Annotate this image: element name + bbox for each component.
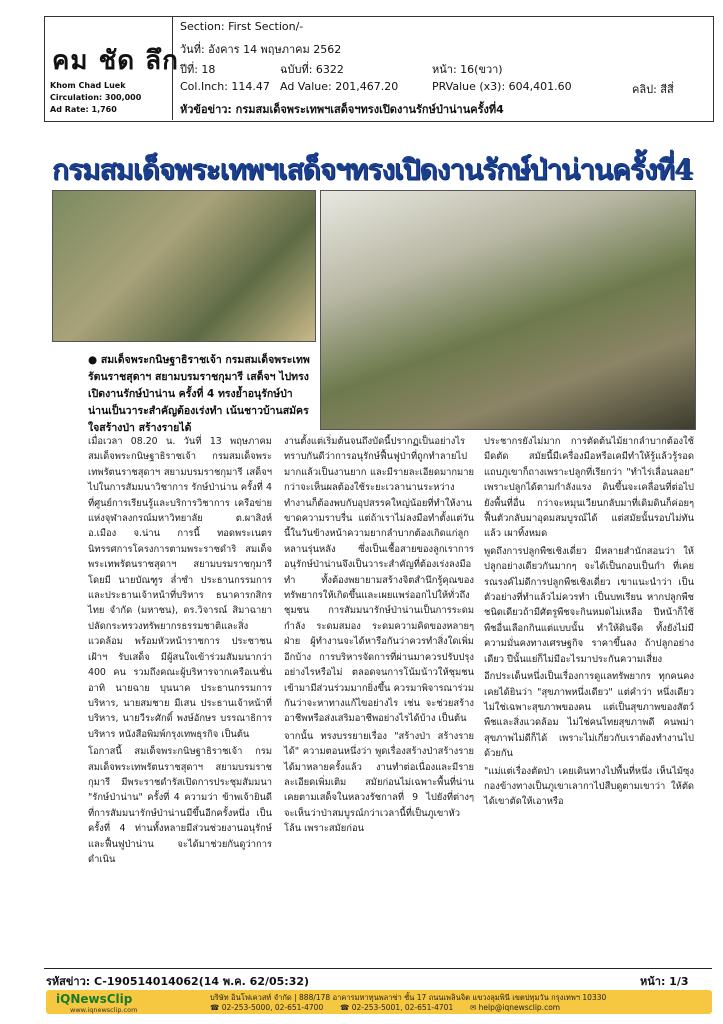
iqnewsclip-url: www.iqnewsclip.com — [70, 1006, 138, 1014]
col2-paragraph: งานตั้งแต่เริ่มต้นจนถึงบัดนี้ปรากฏเป็นอย่างไร ทราบกันดีว่าการอนุรักษ์ฟื้นฟูป่าที่ถูกทำลายไปมากแล้วเป็นงานยาก และมีรายละเอียดมากมาย กว่าจะเห็นผลต้องใช้ระยะเวลานานระหว่างทำงานก็ต้องพบกับอุปสรรคใหญ่น้อยที่ทำให้งานขาดความราบรื่น แต่ถ้าเราไม่ลงมือทำตั้งแต่วันนี้ในวันข้างหน้าความยากลำบากต้องเกิดแก่ลูกหลานรุ่นหลัง ซึ่งเป็นเชื้อสายของลูกเราการอนุรักษ์ป่าน่านจึงเป็นวาระสำคัญที่ต้องเร่งลงมือทำ ทั้งต้องพยายามสร้างจิตสำนึกรู้คุณของทรัพยากรให้เกิดขึ้นและเผยแพร่ออกไปให้ทั่วถึงชุมชน การสัมมนารักษ์ป่าน่านเป็นการระดมกำลัง ระดมสมอง ระดมความคิดของหลายๆ ฝ่าย ผู้ทำงานจะได้หารือกันว่าควรทำสิ่งใดเพิ่มอีกบ้าง การบริหารจัดการที่ผ่านมาควรปรับปรุงอย่างไรหรือไม่ ตลอดจนการโน้มน้าวให้ชุมชนเข้ามามีส่วนร่วมมากยิ่งขึ้น ควรมาพิจารณาร่วมกันว่าจะหาทางแก้ไขอย่างไร เช่น จะช่วยสร้างอาชีพหรือส่งเสริมอาชีพอย่างไรได้บ้าง เป็นต้น — [284, 436, 474, 725]
publisher-name: Khom Chad Luek — [50, 81, 126, 90]
footer-divider — [44, 968, 712, 969]
ad-value: Ad Value: 201,467.20 — [280, 80, 399, 93]
company-address: บริษัท อินโฟเควสท์ จำกัด | 888/178 อาคารมหาทุนพลาซ่า ชั้น 17 ถนนเพลินจิต แขวงลุมพินี เขตปทุมวัน กรุงเทพฯ 10330 — [210, 993, 607, 1002]
col2-paragraph: จากนั้น ทรงบรรยายเรื่อง "สร้างป่า สร้างรายได้" ความตอนหนึ่งว่า พูดเรื่องสร้างป่าสร้างรายได้มาหลายครั้งแล้ว งานทำต่อเนื่องและมีรายละเอียดเพิ่มเติม สมัยก่อนไม่เฉพาะพื้นที่น่าน เคยตามเสด็จในหลวงรัชกาลที่ 9 ไปยังที่ต่างๆ จะเห็นว่าป่าสมบูรณ์กว่าเวลานี้ที่เป็นภูเขาหัวโล้น เพราะสมัยก่อน — [284, 730, 474, 835]
col3-paragraph: พูดถึงการปลูกพืชเชิงเดี่ยว มีหลายสำนักสอนว่า ให้ปลูกอย่างเดียวกันมากๆ จะได้เป็นกอบเป็นกำ ที่เคยรณรงค์ไม่ดีการปลูกพืชเชิงเดี่ยว เขาแนะนำว่า เป็นตัวอย่างที่ทำแล้วไม่ควรทำ เป็นบทเรียน หากปลูกพืชชนิดเดียวถ้ามีศัตรูพืชจะกินหมดไม่เหลือ ปีหน้าก็ใช้พืชอื่นเลือกกินแต่แบบนั้น ทำให้ดินจืด ทั้งยังไม่มีความมั่นคงทางเศรษฐกิจ ราคาขึ้นลง ถ้าปลูกอย่างเดียว ปีนั้นแย่ก็ไม่มีอะไรมาประกันความเสี่ยง — [484, 545, 694, 665]
page-label: หน้า: 16(ขวา) — [432, 63, 503, 76]
col3-paragraph: "แม่แต่เรื่องตัดป่า เคยเดินทางไปพื้นที่หนึ่ง เห็นไม้ซุงกองข้างทางเป็นภูเขาเลากาไปสืบดูตามเขาว่า ให้ตัดได้เขาตัดให้เอาหรือ — [484, 765, 694, 808]
news-id: รหัสข่าว: C-190514014062(14 พ.ค. 62/05:32) — [46, 975, 310, 988]
company-phone: ☎ 02-253-5000, 02-651-4700 — [210, 1003, 324, 1012]
article-column-2 — [284, 434, 474, 839]
col3-paragraph: อีกประเด็นหนึ่งเป็นเรื่องการดูแลทรัพยากร ทุกคนคงเคยได้ยินว่า "สุขภาพหนึ่งเดียว" แต่คำว่า หนึ่งเดียวไม่ใช่เฉพาะสุขภาพของคน แต่เป็นสุขภาพของสัตว์ พืชและสิ่งแวดล้อม ไม่ใช่คนไทยสุขภาพดี คนพม่าสุขภาพไม่ดีก็ได้ เพราะไม่เกี่ยวกับเราต้องทำงานไปด้วยกัน — [484, 671, 694, 760]
col-inch: Col.Inch: 114.47 — [180, 80, 270, 93]
clip-label: คลิป: สีสี่ — [632, 83, 674, 96]
col1-paragraph: โอกาสนี้ สมเด็จพระกนิษฐาธิราชเจ้า กรมสมเด็จพระเทพรัตนราชสุดาฯ สยามบรมราชกุมารี มีพระราชดำรัสเปิดการประชุมสัมมนา "รักษ์ป่าน่าน" ครั้งที่ 4 ความว่า ข้าพเจ้ายินดีที่การสัมมนารักษ์ป่าน่านมีขึ้นอีกครั้งหนึ่ง เป็นครั้งที่ 4 ท่านทั้งหลายมีส่วนช่วยงานอนุรักษ์และฟื้นฟูป่าน่าน จะได้มาช่วยกันดูว่าการดำเนิน — [88, 746, 272, 865]
col1-paragraph: เมื่อเวลา 08.20 น. วันที่ 13 พฤษภาคม สมเด็จพระกนิษฐาธิราชเจ้า กรมสมเด็จพระเทพรัตนราชสุดาฯ สยามบรมราชกุมารี เสด็จฯ ไปในการสัมมนาวิชาการ รักษ์ป่าน่าน ครั้งที่ 4 ที่ศูนย์การเรียนรู้และบริการวิชาการ เครือข่ายแห่งจุฬาลงกรณ์มหาวิทยาลัย ต.ผาสิงห์ อ.เมือง จ.น่าน การนี้ ทอดพระเนตรนิทรรศการโครงการตามพระราชดำริ สมเด็จพระเทพรัตนราชสุดาฯ สยามบรมราชกุมารี โดยมี นายบัณฑูร ล่ำซำ ประธานกรรมการและประธานเจ้าหน้าที่บริหาร ธนาคารกสิกรไทย จำกัด (มหาชน), ดร.วิจารณ์ สิมาฉายา ปลัดกระทรวงทรัพยากรธรรมชาติและสิ่งแวดล้อม พร้อมหัวหน้าราชการ ประชาชนเฝ้าฯ รับเสด็จ มีผู้สนใจเข้าร่วมสัมมนากว่า 400 คน รวมถึงคณะผู้บริหารจากเครือเนชั่น อาทิ นายฉาย บุนนาค ประธานกรรมการบริหาร, นายสมชาย มีเสน ประธานเจ้าหน้าที่บริหาร, นายวีระศักดิ์ พงษ์อักษร บรรณาธิการบริหาร หนังสือพิมพ์กรุงเทพธุรกิจ เป็นต้น — [88, 436, 272, 740]
ad-rate: Ad Rate: 1,760 — [50, 105, 117, 114]
article-column-1 — [88, 434, 272, 869]
pr-value: PRValue (x3): 604,401.60 — [432, 80, 572, 93]
photo-goat-pen — [320, 190, 696, 430]
issue-label: ฉบับที่: 6322 — [280, 63, 344, 76]
circulation: Circulation: 300,000 — [50, 93, 142, 102]
section-label: Section: First Section/- — [180, 20, 304, 33]
page-count: หน้า: 1/3 — [640, 975, 689, 988]
year-label: ปีที่: 18 — [180, 63, 216, 76]
publication-logo: คม ชัด ลึก — [52, 46, 179, 76]
article-column-3 — [484, 434, 694, 812]
company-email: ✉ help@iqnewsclip.com — [470, 1003, 561, 1012]
company-fax: ☎ 02-253-5001, 02-651-4701 — [340, 1003, 454, 1012]
article-headline: กรมสมเด็จพระเทพฯเสด็จฯทรงเปิดงานรักษ์ป่าน่านครั้งที่4 — [52, 153, 693, 186]
iqnewsclip-logo: iQNewsClip — [56, 992, 133, 1006]
topic-label: หัวข้อข่าว: กรมสมเด็จพระเทพฯเสด็จฯทรงเปิดงานรักษ์ป่าน่านครั้งที่4 — [180, 103, 504, 116]
photo-caption: ● สมเด็จพระกนิษฐาธิราชเจ้า กรมสมเด็จพระเทพรัตนราชสุดาฯ สยามบรมราชกุมารี เสด็จฯ ไปทรงเปิดงานรักษ์ป่าน่าน ครั้งที่ 4 ทรงย้ำอนุรักษ์ป่าน่านเป็นวาระสำคัญต้องเร่งทำ เน้นชาวบ้านสมัครใจสร้างป่า สร้างรายได้ — [88, 354, 310, 434]
date-label: วันที่: อังคาร 14 พฤษภาคม 2562 — [180, 43, 342, 56]
photo-market-visit — [52, 190, 316, 342]
col3-paragraph: ประชากรยังไม่มาก การตัดต้นไม้ยากลำบากต้องใช้มีดตัด สมัยนี้มีเครื่องมือหรือเคมีทำให้รู้แล้วรู้รอด แถบภูเขาก็ถางเพราะปลูกที่เรียกว่า "ทำไร่เลื่อนลอย" เพราะปลูกได้ตามกำลังแรง ดินขึ้นจะเคลื่อนที่ต่อไปยังพื้นที่อื่น กว่าจะหมุนเวียนกลับมาที่เดิมดินก็ค่อยๆ ฟื้นตัวกลับมาอุดมสมบูรณ์ได้ แต่สมัยนั้นรอบไม่ทันแล้ว เผาทิ้งหมด — [484, 436, 694, 540]
